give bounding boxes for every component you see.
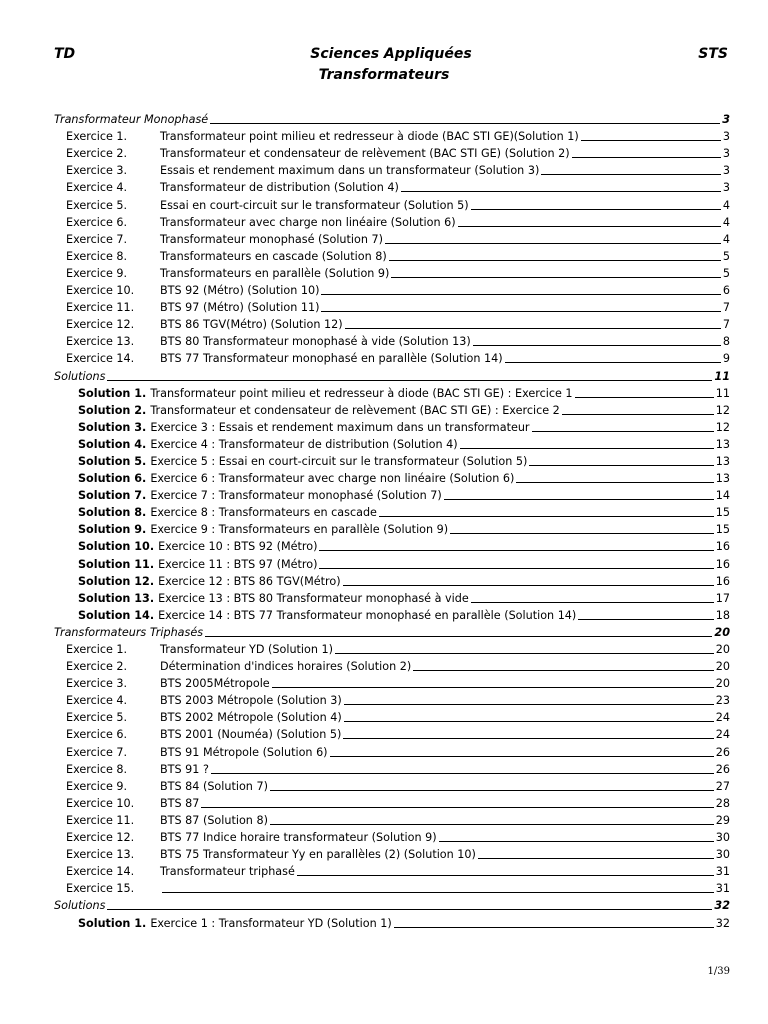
toc-entry[interactable] <box>54 674 730 691</box>
toc-page-number: 4 <box>722 215 730 229</box>
toc-entry[interactable] <box>54 777 730 794</box>
toc-page-number: 20 <box>715 677 730 691</box>
toc-entry[interactable] <box>54 247 730 264</box>
toc-entry[interactable] <box>54 708 730 725</box>
toc-entry[interactable] <box>54 349 730 366</box>
toc-entry-label: Exercice 13. <box>66 335 135 349</box>
toc-page-number: 32 <box>715 916 730 930</box>
toc-entry[interactable] <box>54 691 730 708</box>
toc-entry-label: Exercice 12. <box>66 318 135 332</box>
toc-page-number: 20 <box>714 625 730 639</box>
toc-entry-title: Transformateurs en cascade (Solution 8) <box>160 249 387 263</box>
toc-entry-label: Exercice 14. <box>66 352 135 366</box>
leader-line <box>394 927 714 928</box>
toc-entry-label: Exercice 14. <box>66 865 135 879</box>
toc-entry[interactable] <box>54 572 730 589</box>
toc-entry[interactable] <box>54 760 730 777</box>
toc-entry-title: Transformateur monophasé (Solution 7) <box>160 232 383 246</box>
toc-page-number: 18 <box>715 608 730 622</box>
leader-line <box>343 585 714 586</box>
header-right: STS <box>698 46 728 62</box>
toc-entry[interactable] <box>54 486 730 503</box>
toc-entry-label: Exercice 7. <box>66 232 128 246</box>
toc-entry[interactable] <box>54 281 730 298</box>
toc-section-title: Solutions <box>54 899 106 913</box>
toc-entry[interactable] <box>54 845 730 862</box>
toc-entry[interactable] <box>54 127 730 144</box>
toc-page-number: 24 <box>715 711 730 725</box>
toc-page-number: 24 <box>715 728 730 742</box>
document-subtitle: Transformateurs <box>318 67 450 83</box>
toc-page-number: 3 <box>722 113 730 127</box>
toc-entry-title: Transformateurs en parallèle (Solution 9) <box>160 266 390 280</box>
toc-entry-label: Solution 11. <box>78 557 155 571</box>
toc-entry-label: Exercice 5. <box>66 198 128 212</box>
toc-entry[interactable] <box>54 452 730 469</box>
leader-line <box>211 773 714 774</box>
toc-entry-label: Solution 4. <box>78 437 147 451</box>
toc-entry-label: Solution 8. <box>78 506 147 520</box>
toc-page-number: 11 <box>714 369 730 383</box>
toc-entry-title: BTS 80 Transformateur monophasé à vide (Solution 13) <box>160 335 471 349</box>
toc-entry-title: BTS 97 (Métro) (Solution 11) <box>160 301 320 315</box>
toc-entry-label: Exercice 7. <box>66 745 128 759</box>
toc-page-number: 4 <box>722 232 730 246</box>
leader-line <box>389 260 721 261</box>
toc-page-number: 9 <box>722 352 730 366</box>
leader-line <box>413 670 714 671</box>
header-left: TD <box>54 46 76 62</box>
header-title: Sciences Appliquées <box>310 46 472 62</box>
toc-page-number: 3 <box>722 181 730 195</box>
toc-entry[interactable] <box>54 366 730 383</box>
toc-entry-label: Exercice 4. <box>66 694 128 708</box>
toc-entry[interactable] <box>54 315 730 332</box>
toc-page-number: 26 <box>715 762 730 776</box>
toc-entry[interactable] <box>54 401 730 418</box>
leader-line <box>321 294 720 295</box>
toc-page-number: 16 <box>715 540 730 554</box>
leader-line <box>450 533 714 534</box>
toc-entry[interactable] <box>54 657 730 674</box>
toc-page-number: 13 <box>715 472 730 486</box>
leader-line <box>330 756 714 757</box>
toc-entry-title: Exercice 14 : BTS 77 Transformateur monophasé en parallèle (Solution 14) <box>158 608 577 622</box>
toc-page-number: 6 <box>722 284 730 298</box>
toc-entry[interactable] <box>54 742 730 759</box>
toc-page-number: 13 <box>715 454 730 468</box>
toc-entry[interactable] <box>54 298 730 315</box>
leader-line <box>319 568 713 569</box>
page-header <box>54 46 728 66</box>
toc-page-number: 30 <box>715 848 730 862</box>
toc-entry[interactable] <box>54 230 730 247</box>
toc-entry-title: Exercice 11 : BTS 97 (Métro) <box>158 557 318 571</box>
leader-line <box>575 397 714 398</box>
table-of-contents <box>54 110 730 931</box>
toc-entry-label: Solution 5. <box>78 454 147 468</box>
toc-page-number: 31 <box>715 882 730 896</box>
toc-page-number: 29 <box>715 813 730 827</box>
toc-entry[interactable] <box>54 332 730 349</box>
toc-entry[interactable] <box>54 110 730 127</box>
leader-line <box>272 687 714 688</box>
leader-line <box>319 550 713 551</box>
toc-entry-title: Exercice 12 : BTS 86 TGV(Métro) <box>158 574 341 588</box>
toc-page-number: 16 <box>715 574 730 588</box>
toc-entry-title: Exercice 9 : Transformateurs en parallèle (Solution 9) <box>150 523 449 537</box>
toc-entry-title: Exercice 10 : BTS 92 (Métro) <box>158 540 318 554</box>
toc-entry-label: Exercice 13. <box>66 848 135 862</box>
toc-entry[interactable] <box>54 828 730 845</box>
toc-entry-label: Solution 1. <box>78 386 147 400</box>
toc-page-number: 32 <box>714 899 730 913</box>
toc-entry-title: Exercice 8 : Transformateurs en cascade <box>150 506 377 520</box>
toc-page-number: 5 <box>722 249 730 263</box>
toc-entry-label: Exercice 9. <box>66 266 128 280</box>
toc-entry[interactable] <box>54 913 730 930</box>
toc-entry-title: BTS 91 Métropole (Solution 6) <box>160 745 328 759</box>
toc-entry-title: BTS 2002 Métropole (Solution 4) <box>160 711 342 725</box>
toc-entry-title: BTS 77 Indice horaire transformateur (Solution 9) <box>160 831 437 845</box>
toc-entry-title: Exercice 13 : BTS 80 Transformateur monophasé à vide <box>158 591 469 605</box>
toc-entry-label: Exercice 2. <box>66 660 128 674</box>
toc-entry-label: Solution 10. <box>78 540 155 554</box>
leader-line <box>578 619 713 620</box>
leader-line <box>439 841 714 842</box>
toc-entry-title: Exercice 4 : Transformateur de distribution (Solution 4) <box>150 437 458 451</box>
toc-page-number: 4 <box>722 198 730 212</box>
leader-line <box>344 721 714 722</box>
toc-entry-label: Solution 2. <box>78 403 147 417</box>
toc-page-number: 26 <box>715 745 730 759</box>
toc-entry-title: Transformateur triphasé <box>160 865 295 879</box>
leader-line <box>107 909 712 910</box>
leader-line <box>444 499 714 500</box>
leader-line <box>532 431 714 432</box>
toc-entry-title: BTS 2001 (Nouméa) (Solution 5) <box>160 728 342 742</box>
toc-page-number: 14 <box>715 489 730 503</box>
toc-entry[interactable] <box>54 606 730 623</box>
toc-entry-label: Exercice 1. <box>66 130 128 144</box>
toc-entry-label: Exercice 8. <box>66 249 128 263</box>
toc-page-number: 8 <box>722 335 730 349</box>
toc-entry-label: Exercice 3. <box>66 164 128 178</box>
leader-line <box>345 328 721 329</box>
toc-entry-title: BTS 77 Transformateur monophasé en parallèle (Solution 14) <box>160 352 503 366</box>
toc-page-number: 5 <box>722 266 730 280</box>
leader-line <box>562 414 714 415</box>
toc-page-number: 11 <box>715 386 730 400</box>
toc-entry-title: Exercice 5 : Essai en court-circuit sur le transformateur (Solution 5) <box>150 454 528 468</box>
toc-entry[interactable] <box>54 213 730 230</box>
toc-entry-label: Exercice 1. <box>66 643 128 656</box>
toc-page-number: 7 <box>722 301 730 315</box>
toc-entry-title: Transformateur de distribution (Solution 4) <box>160 181 399 195</box>
leader-line <box>572 157 721 158</box>
toc-entry-label: Exercice 9. <box>66 779 128 793</box>
toc-section-title: Transformateurs Triphasés <box>54 625 204 639</box>
toc-entry-title: BTS 87 <box>160 796 200 810</box>
toc-entry[interactable] <box>54 537 730 554</box>
toc-entry-label: Exercice 10. <box>66 284 135 298</box>
toc-entry-label: Solution 3. <box>78 420 147 434</box>
toc-entry[interactable] <box>54 144 730 161</box>
toc-entry-title: Exercice 6 : Transformateur avec charge non linéaire (Solution 6) <box>150 472 515 486</box>
toc-entry-title: BTS 84 (Solution 7) <box>160 779 268 793</box>
leader-line <box>205 636 712 637</box>
toc-entry-label: Exercice 12. <box>66 831 135 845</box>
leader-line <box>270 790 714 791</box>
toc-entry-label: Solution 6. <box>78 472 147 486</box>
toc-entry-label: Exercice 10. <box>66 796 135 810</box>
toc-page-number: 12 <box>715 420 730 434</box>
toc-entry-title: Essais et rendement maximum dans un transformateur (Solution 3) <box>160 164 540 178</box>
toc-page-number: 3 <box>722 130 730 144</box>
toc-entry-title: BTS 92 (Métro) (Solution 10) <box>160 284 320 298</box>
leader-line <box>201 807 713 808</box>
toc-entry[interactable] <box>54 725 730 742</box>
toc-page-number: 7 <box>722 318 730 332</box>
toc-entry-label: Exercice 6. <box>66 728 128 742</box>
leader-line <box>458 226 721 227</box>
toc-entry-label: Exercice 15. <box>66 882 135 896</box>
toc-entry[interactable] <box>54 862 730 879</box>
toc-entry[interactable] <box>54 435 730 452</box>
toc-entry[interactable] <box>54 161 730 178</box>
leader-line <box>335 653 714 654</box>
toc-entry[interactable] <box>54 640 730 657</box>
leader-line <box>529 465 713 466</box>
toc-entry-label: Solution 1. <box>78 916 147 930</box>
leader-line <box>401 191 721 192</box>
toc-page-number: 15 <box>715 523 730 537</box>
leader-line <box>516 482 713 483</box>
toc-entry[interactable] <box>54 418 730 435</box>
toc-page-number: 28 <box>715 796 730 810</box>
leader-line <box>162 892 714 893</box>
toc-entry-label: Solution 9. <box>78 523 147 537</box>
toc-entry-title: Transformateur YD (Solution 1) <box>160 643 333 656</box>
toc-entry-title: Transformateur et condensateur de relèvement (BAC STI GE) (Solution 2) <box>160 147 570 161</box>
toc-entry-label: Solution 14. <box>78 608 155 622</box>
toc-page-number: 12 <box>715 403 730 417</box>
leader-line <box>270 824 714 825</box>
toc-page-number: 27 <box>715 779 730 793</box>
leader-line <box>473 345 721 346</box>
toc-entry-title: BTS 86 TGV(Métro) (Solution 12) <box>160 318 343 332</box>
toc-entry[interactable] <box>54 469 730 486</box>
toc-entry-title: Transformateur point milieu et redresseur à diode (BAC STI GE)(Solution 1) <box>160 130 579 144</box>
leader-line <box>391 277 720 278</box>
toc-page-number: 30 <box>715 831 730 845</box>
leader-line <box>297 875 714 876</box>
toc-entry-label: Exercice 4. <box>66 181 128 195</box>
toc-entry-title: BTS 91 ? <box>160 762 209 776</box>
leader-line <box>343 738 713 739</box>
toc-page-number: 17 <box>715 591 730 605</box>
toc-entry-label: Solution 12. <box>78 574 155 588</box>
toc-entry-title: Exercice 7 : Transformateur monophasé (Solution 7) <box>150 489 442 503</box>
toc-section-title: Solutions <box>54 369 106 383</box>
toc-entry-title: Détermination d'indices horaires (Solution 2) <box>160 660 412 674</box>
leader-line <box>541 174 721 175</box>
leader-line <box>107 380 712 381</box>
toc-entry-label: Exercice 5. <box>66 711 128 725</box>
page-number: 1/39 <box>707 966 730 977</box>
toc-entry-label: Exercice 3. <box>66 677 128 691</box>
toc-entry-title: Transformateur et condensateur de relèvement (BAC STI GE) : Exercice 2 <box>150 403 560 417</box>
toc-page-number: 31 <box>715 865 730 879</box>
leader-line <box>385 243 721 244</box>
leader-line <box>478 858 714 859</box>
toc-entry-label: Solution 7. <box>78 489 147 503</box>
toc-entry-label: Exercice 8. <box>66 762 128 776</box>
toc-entry[interactable] <box>54 879 730 896</box>
toc-entry-title: BTS 87 (Solution 8) <box>160 813 268 827</box>
leader-line <box>505 362 721 363</box>
toc-entry[interactable] <box>54 554 730 571</box>
leader-line <box>581 140 721 141</box>
toc-entry-title: BTS 75 Transformateur Yy en parallèles (2) (Solution 10) <box>160 848 476 862</box>
toc-page-number: 20 <box>715 660 730 674</box>
toc-entry[interactable] <box>54 794 730 811</box>
toc-entry-title: Exercice 3 : Essais et rendement maximum dans un transformateur <box>150 420 530 434</box>
toc-entry-title: Transformateur avec charge non linéaire (Solution 6) <box>160 215 456 229</box>
toc-entry[interactable] <box>54 589 730 606</box>
toc-page-number: 20 <box>715 643 730 656</box>
leader-line <box>379 516 714 517</box>
toc-section-title: Transformateur Monophasé <box>54 113 209 127</box>
toc-entry-title: Essai en court-circuit sur le transformateur (Solution 5) <box>160 198 469 212</box>
toc-entry-label: Exercice 2. <box>66 147 128 161</box>
toc-entry[interactable] <box>54 384 730 401</box>
toc-entry-title: Transformateur point milieu et redresseur à diode (BAC STI GE) : Exercice 1 <box>150 386 573 400</box>
toc-page-number: 16 <box>715 557 730 571</box>
toc-entry-label: Exercice 11. <box>66 813 135 827</box>
toc-entry[interactable] <box>54 178 730 195</box>
toc-entry-title: BTS 2003 Métropole (Solution 3) <box>160 694 342 708</box>
leader-line <box>471 209 721 210</box>
toc-entry-label: Solution 13. <box>78 591 155 605</box>
toc-entry[interactable] <box>54 195 730 212</box>
toc-page-number: 15 <box>715 506 730 520</box>
toc-page-number: 23 <box>715 694 730 708</box>
toc-entry[interactable] <box>54 811 730 828</box>
leader-line <box>460 448 714 449</box>
leader-line <box>321 311 720 312</box>
toc-entry[interactable] <box>54 503 730 520</box>
leader-line <box>471 602 714 603</box>
toc-entry[interactable] <box>54 520 730 537</box>
toc-entry-label: Exercice 6. <box>66 215 128 229</box>
toc-page-number: 3 <box>722 147 730 161</box>
toc-page-number: 3 <box>722 164 730 178</box>
toc-entry-label: Exercice 11. <box>66 301 135 315</box>
toc-entry[interactable] <box>54 896 730 913</box>
leader-line <box>344 704 714 705</box>
toc-entry[interactable] <box>54 623 730 640</box>
toc-entry[interactable] <box>54 264 730 281</box>
toc-entry-title: BTS 2005Métropole <box>160 677 270 691</box>
leader-line <box>210 123 720 124</box>
toc-entry-title: Exercice 1 : Transformateur YD (Solution 1) <box>150 916 392 930</box>
toc-page-number: 13 <box>715 437 730 451</box>
